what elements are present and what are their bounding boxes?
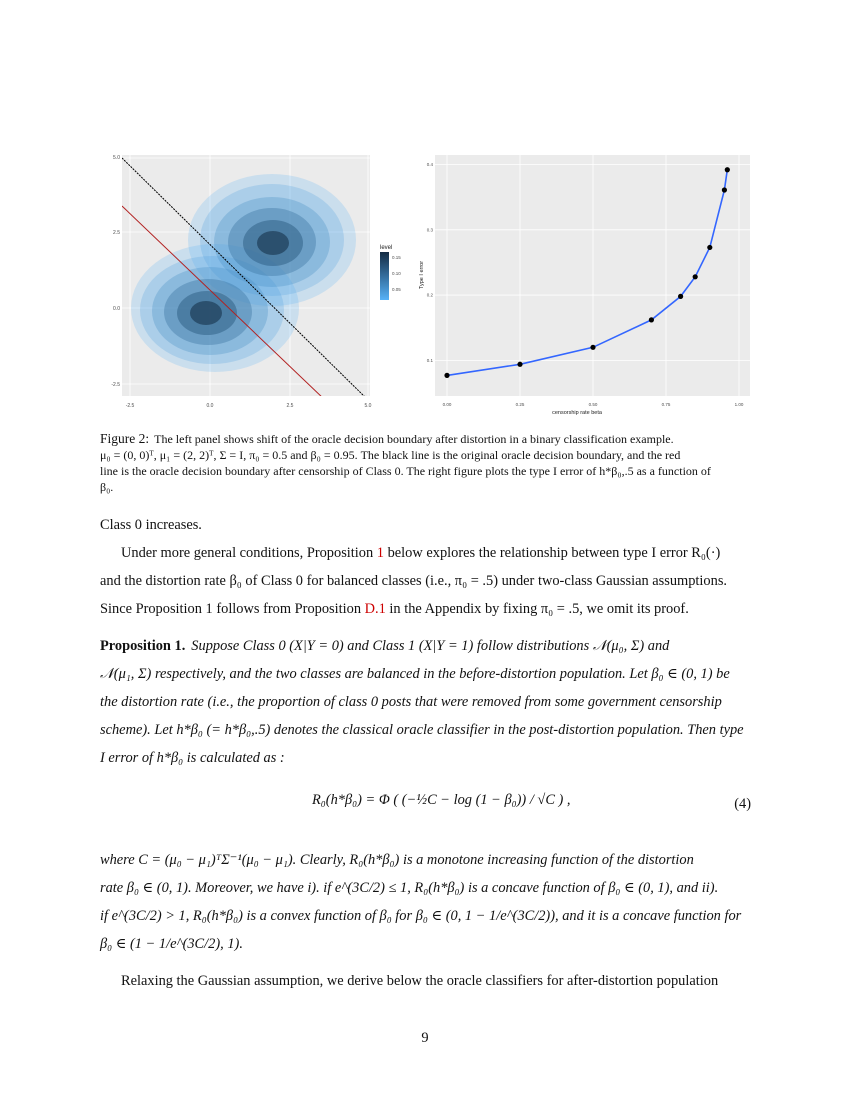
text-line: and the distortion rate β₀ of Class 0 for balanced classes (i.e., π₀ = .5) under two-class Gaussian assumptions. — [100, 573, 728, 589]
page-number: 9 — [421, 1030, 429, 1046]
data-point — [725, 167, 730, 172]
paragraph-relaxing — [100, 967, 751, 995]
proposition-line: Suppose Class 0 (X|Y = 0) and Class 1 (X|Y = 1) follow distributions 𝒩(μ₀, Σ) and — [191, 638, 670, 654]
data-point — [517, 362, 522, 367]
left-panel-density-plot — [111, 155, 401, 409]
text-line: Under more general conditions, Proposition — [121, 545, 377, 561]
right-y-tick: 0.1 — [426, 357, 433, 363]
appendix-ref-link[interactable]: D.1 — [364, 601, 386, 617]
proposition-line: β₀ ∈ (1 − 1/e^(3C/2), 1). — [100, 936, 243, 952]
figure-caption — [100, 431, 751, 495]
left-y-tick-labels — [111, 155, 120, 388]
equation-4 — [100, 786, 751, 830]
right-x-tick: 0.25 — [515, 402, 525, 407]
caption-line: line is the oracle decision boundary after censorship of Class 0. The right figure plots the type I error of h*β₀,.5 as a function of — [100, 464, 711, 478]
right-panel-type1-error-chart — [419, 155, 750, 416]
left-x-tick: -2.5 — [125, 403, 135, 409]
left-y-tick: 5.0 — [113, 155, 120, 161]
right-panel-background — [435, 155, 750, 396]
caption-line: β₀. — [100, 480, 114, 494]
left-x-tick: 0.0 — [206, 403, 214, 409]
data-point — [444, 373, 449, 378]
proposition-line: the distortion rate (i.e., the proportion of class 0 posts that were removed from some government censorship — [100, 694, 722, 710]
text-line: Relaxing the Gaussian assumption, we derive below the oracle classifiers for after-distortion population — [121, 973, 719, 989]
right-y-tick: 0.3 — [426, 227, 433, 233]
proposition-line: rate β₀ ∈ (0, 1). Moreover, we have i). if e^(3C/2) ≤ 1, R₀(h*β₀) is a concave function of β₀ ∈ (0, 1), and ii). — [100, 880, 719, 896]
data-point — [590, 345, 595, 350]
right-x-tick: 0.75 — [661, 402, 671, 407]
legend-title: level — [380, 245, 393, 251]
right-x-tick: 0.00 — [442, 402, 452, 407]
left-x-tick: 2.5 — [286, 403, 294, 409]
proposition-1 — [100, 632, 751, 772]
text-line: in the Appendix by fixing π₀ = .5, we omit its proof. — [385, 601, 689, 617]
figure-label: Figure 2: — [100, 431, 150, 446]
caption-line: The left panel shows shift of the oracle decision boundary after distortion in a binary classification example. — [154, 432, 674, 446]
proposition-line: scheme). Let h*β₀ (= h*β₀,.5) denotes the classical oracle classifier in the post-distortion population. Then type — [100, 722, 744, 738]
legend-colorbar — [380, 252, 389, 300]
data-point — [722, 187, 727, 192]
text-line: Since Proposition 1 follows from Proposition — [100, 601, 365, 617]
equation-number: (4) — [734, 796, 751, 812]
left-x-tick-labels — [126, 403, 372, 409]
legend-tick: 0.05 — [392, 287, 401, 292]
right-y-tick: 0.4 — [426, 162, 433, 168]
data-point — [678, 294, 683, 299]
equation-body: R₀(h*β₀) = Φ ( (−½C − log (1 − β₀)) / √C ) , — [312, 792, 571, 808]
proposition-heading: Proposition 1. — [100, 638, 186, 654]
paragraph-continuation: Class 0 increases. — [100, 517, 202, 533]
left-y-tick: -2.5 — [111, 382, 120, 388]
right-y-axis-label: Type I error — [419, 260, 425, 290]
figure-2 — [100, 150, 750, 420]
text-line: below explores the relationship between type I error R₀(·) — [384, 545, 721, 561]
left-y-tick: 2.5 — [113, 230, 120, 236]
proposition-ref-link[interactable]: 1 — [376, 545, 384, 561]
caption-line: μ₀ = (0, 0)ᵀ, μ₁ = (2, 2)ᵀ, Σ = I, π₀ = 0.5 and β₀ = 0.95. The black line is the original oracle decision boundary, and the red — [100, 448, 681, 462]
legend-tick: 0.15 — [392, 255, 401, 260]
proposition-line: if e^(3C/2) > 1, R₀(h*β₀) is a convex function of β₀ for β₀ ∈ (0, 1 − 1/e^(3C/2)), and it is a concave function for — [100, 908, 742, 924]
proposition-continuation — [100, 846, 751, 958]
right-x-axis-label: censorship rate beta — [552, 410, 602, 416]
legend-tick: 0.10 — [392, 271, 401, 276]
density-legend — [380, 245, 401, 300]
right-y-tick: 0.2 — [426, 292, 433, 298]
proposition-line: 𝒩(μ₁, Σ) respectively, and the two classes are balanced in the before-distortion population. Let β₀ ∈ (0, 1) be — [100, 666, 730, 682]
left-y-tick: 0.0 — [113, 306, 120, 312]
data-point — [693, 274, 698, 279]
proposition-line: I error of h*β₀ is calculated as : — [100, 750, 285, 766]
paragraph-proposition-intro — [100, 539, 751, 623]
left-x-tick: 5.0 — [364, 403, 372, 409]
data-point — [707, 245, 712, 250]
right-x-tick: 0.50 — [588, 402, 598, 407]
proposition-line: where C = (μ₀ − μ₁)ᵀΣ⁻¹(μ₀ − μ₁). Clearly, R₀(h*β₀) is a monotone increasing function of the distortion — [100, 852, 694, 868]
right-x-tick: 1.00 — [734, 402, 744, 407]
data-point — [649, 317, 654, 322]
